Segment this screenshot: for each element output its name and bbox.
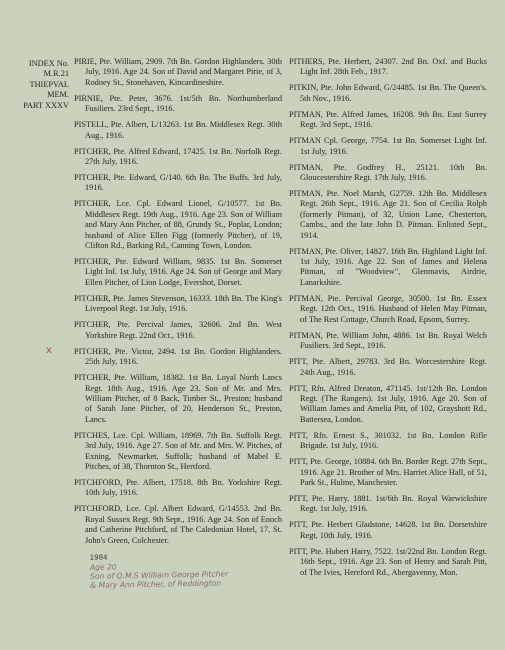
casualty-entry: PIRNIE, Pte. Peter, 3676. 1st/5th Bn. Northumberland Fusiliers. 23rd Sept., 1916.: [74, 93, 282, 114]
casualty-entry: PITT, Pte. Hubert Harry, 7522. 1st/22nd Bn. London Regt. 16th Sept., 1916. Age 23. Son of Henry and Sarah Pitt, of The Ivies, Hereford Rd., Abergavenny, Mon.: [289, 546, 487, 577]
handwritten-line: & Mary Ann Pitcher, of Reddington: [90, 578, 222, 590]
handwritten-line: Son of Q.M.S William George Pitcher: [90, 569, 229, 581]
casualty-entry: PITCHER, Pte. Edward William, 9835. 1st Bn. Somerset Light Inf. 1st July, 1916. Age 24. Son of George and Mary Ellen Pitcher, of Lion Lodge, Evershot, Dorset.: [74, 257, 282, 287]
index-line: INDEX No. M.R.21: [28, 59, 69, 79]
casualty-entry: PITKIN, Pte. John Edward, G/24485. 1st Bn. The Queen's. 5th Nov., 1916.: [289, 83, 487, 103]
casualty-entry: x PITCHER, Pte. Victor, 2494. 1st Bn. Gordon Highlanders. 25th July, 1916.: [46, 344, 282, 367]
casualty-entry: PITMAN, Pte. Alfred James, 16208. 9th Bn. East Surrey Regt. 3rd Sept., 1916.: [289, 109, 487, 130]
casualty-entry: PISTELL, Pte. Albert, L/13263. 1st Bn. Middlesex Regt. 30th Aug., 1916.: [74, 120, 282, 140]
right-column: [289, 57, 487, 584]
casualty-entry: PITCHER, Pte. James Stevenson, 16333. 18th Bn. The King's Liverpool Regt. 1st July, 1916.: [74, 293, 282, 314]
casualty-entry: PITCHER, Pte. Edward, G/140. 6th Bn. The Buffs. 3rd July, 1916.: [74, 173, 282, 193]
casualty-entry: PITCHER, Lce. Cpl. Edward Lionel, G/10577. 1st Bn. Middlesex Regt. 19th Aug., 1916. Age 23. Son of William and Mary Ann Pitcher, of 88, Grundy St., Poplar, London; husband of Alice Ellen Figg (formerly Pitcher), of 19, Clifton Rd., Barking Rd., Canning Town, London.: [74, 199, 282, 251]
handwritten-year: 1984: [89, 553, 108, 562]
casualty-entry: PITCHER, Pte. William, 18382. 1st Bn. Loyal North Lancs Regt. 18th Aug., 1916. Age 23. Son of Mr. and Mrs. William Pitcher, of 8 Back, Timber St., Preston; husband of Sarah Jane Pitcher, of 20, Henderson St., Preston, Lancs.: [74, 373, 282, 424]
casualty-entry: PITT, Rfn. Ernest S., 301032. 1st Bn. London Rifle Brigade. 1st July, 1916.: [289, 430, 487, 451]
casualty-entry: PITHERS, Pte. Herbert, 24307. 2nd Bn. Oxf. and Bucks Light Inf. 28th Feb., 1917.: [289, 57, 487, 77]
casualty-entry: PITCHFORD, Pte. Albert, 17518. 8th Bn. Yorkshire Regt. 10th July, 1916.: [74, 477, 282, 498]
casualty-entry: PITT, Pte. Albert, 29783. 3rd Bn. Worcestershire Regt. 24th Aug., 1916.: [289, 357, 487, 377]
index-line: PART XXXV: [23, 100, 69, 110]
casualty-entry: PITMAN, Pte. William John, 4886. 1st Bn. Royal Welch Fusiliers. 3rd Sept., 1916.: [289, 330, 487, 351]
casualty-entry: PITCHFORD, Lce. Cpl. Albert Edward, G/14553. 2nd Bn. Royal Sussex Regt. 9th Sept., 1916. Age 24. Son of Enoch and Catherine Pitchford, of The Caledonian Hotel, 17, St. John's Green, Colchester.: [74, 504, 282, 545]
casualty-entry: PITMAN, Pte. Oliver, 14827. 16th Bn. Highland Light Inf. 1st July, 1916. Age 22. Son of James and Helena Pitman, of "Woodview", Glenmavis, Airdrie, Lanarkshire.: [289, 246, 487, 287]
casualty-entry: PITCHER, Pte. Percival James, 32606. 2nd Bn. West Yorkshire Regt. 22nd Oct., 1916.: [74, 320, 282, 340]
index-line: THIEPVAL MEM.: [29, 79, 69, 100]
handwritten-line: Age 20: [89, 562, 117, 572]
casualty-entry: PITMAN, Pte. Godfrey H., 25121. 10th Bn. Gloucestershire Regt. 17th July, 1916.: [289, 162, 487, 183]
index-reference: [7, 59, 69, 111]
casualty-entry: PIRIE, Pte. William, 2909. 7th Bn. Gordon Highlanders. 30th July, 1916. Age 24. Son of David and Margaret Pirie, of 3, Rodney St., Stonehaven, Kincardineshire.: [74, 57, 282, 87]
casualty-entry: PITCHER, Pte. Alfred Edward, 17425. 1st Bn. Norfolk Regt. 27th July, 1916.: [74, 146, 282, 167]
casualty-entry: PITT, Pte. George, 10884. 6th Bn. Border Regt. 27th Sept., 1916. Age 21. Brother of Mrs. Harriet Alice Hall, of 51, Park St., Hulme, Manchester.: [289, 457, 487, 487]
casualty-entry: PITT, Pte. Herbert Gladstone, 14628. 1st Bn. Dorsetshire Regt, 10th July, 1916.: [289, 520, 487, 540]
casualty-entry: PITCHES, Lce. Cpl. William, 18969. 7th Bn. Suffolk Regt. 3rd July, 1916. Age 27. Son of Mr. and Mrs. W. Pitches, of Exning, Newmarket, Suffolk; husband of Mabel E. Pitches, of 38, Thornton St., Hertford.: [74, 430, 282, 471]
handwritten-note: [90, 550, 301, 590]
casualty-entry: PITMAN, Pte. Noel Marsh, G2759. 12th Bn. Middlesex Regt. 26th Sept., 1916. Age 21. Son of Cecilia Rolph (formerly Pitman), of 32, Union Lane, Chesterton, Cambs., and the late John D. Pitman. Enlisted Sept., 1914.: [289, 189, 487, 240]
casualty-entry: PITT, Rfn. Alfred Dreaton, 471145. 1st/12th Bn. London Regt. (The Rangers). 1st July, 1916. Age 20. Son of William James and Amelia Pitt, of 102, Grayshott Rd., Battersea, London.: [289, 383, 487, 424]
casualty-entry: PITT, Pte. Harry, 1881. 1st/6th Bn. Royal Warwickshire Regt. 1st July, 1916.: [289, 493, 487, 514]
casualty-entry: PITMAN Cpl. George, 7754. 1st Bn. Somerset Light Inf. 1st July, 1916.: [289, 136, 487, 156]
casualty-entry: PITMAN, Pte. Percival George, 30500. 1st Bn. Essex Regt. 12th Oct., 1916. Husband of Helen May Pitman, of The Rest Cottage, Church Road, Epsom, Surrey.: [289, 293, 487, 324]
